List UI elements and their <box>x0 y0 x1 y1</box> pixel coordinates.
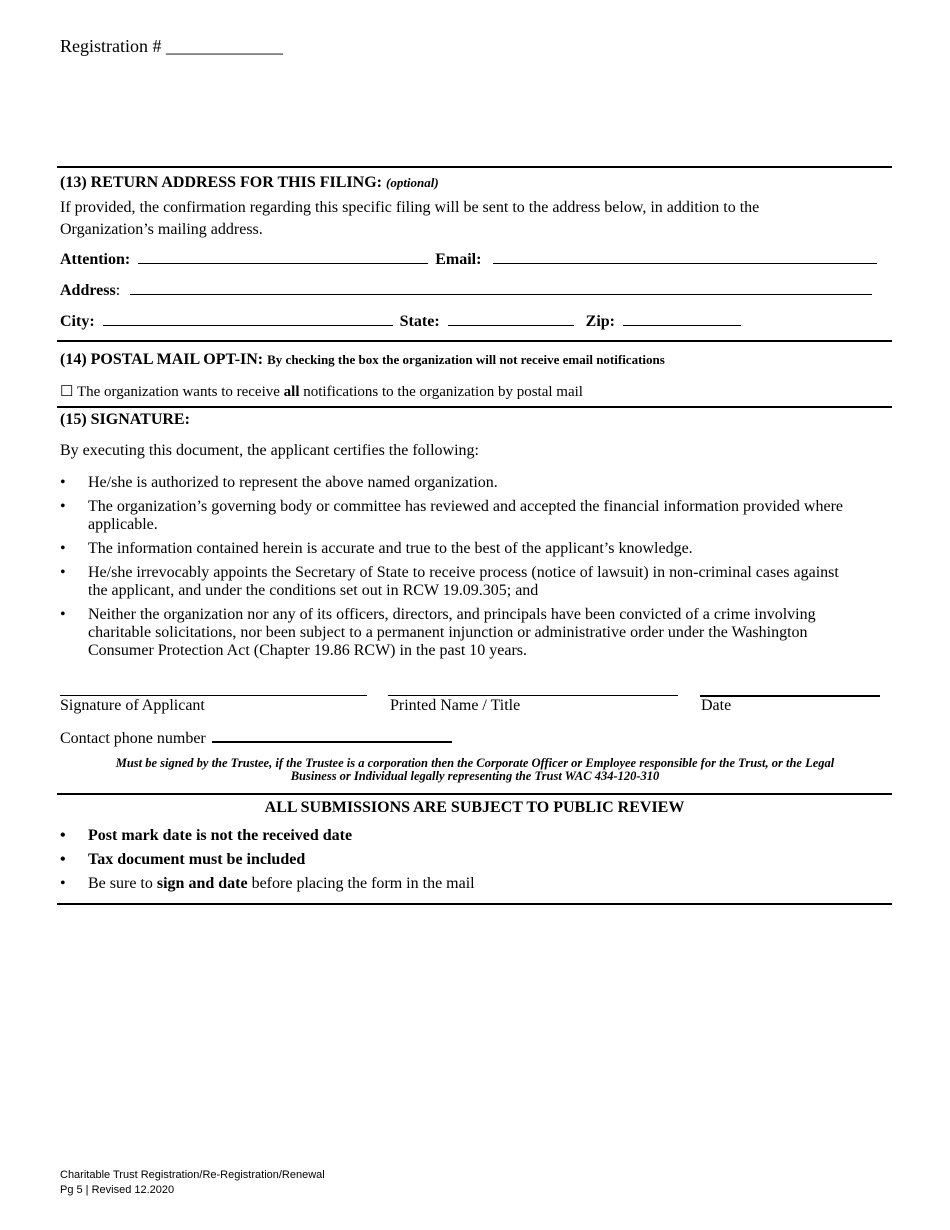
printed-name-field[interactable] <box>388 695 678 696</box>
registration-blank: _____________ <box>166 36 283 56</box>
list-item <box>60 606 860 660</box>
contact-phone-field[interactable] <box>212 727 452 743</box>
bullet-icon: • <box>60 474 66 491</box>
bullet-icon: • <box>60 606 66 623</box>
address-row <box>60 280 872 300</box>
attention-email-row <box>60 249 877 269</box>
city-field[interactable] <box>103 311 393 326</box>
email-field[interactable] <box>493 249 877 264</box>
section-13-title <box>60 174 439 192</box>
option-text-pre: The organization wants to receive <box>76 384 280 400</box>
signing-note <box>60 757 890 783</box>
list-item-text: He/she irrevocably appoints the Secretary of State to receive process (notice of lawsuit) in non-criminal cases against the applicant, and under the conditions set out in RCW 19.09.305; and <box>88 564 839 599</box>
section-13-heading: (13) RETURN ADDRESS FOR THIS FILING: <box>60 174 382 191</box>
list-item <box>60 564 860 600</box>
list-item-text-bold: sign and date <box>156 875 248 892</box>
zip-label: Zip: <box>585 313 615 330</box>
list-item <box>60 851 860 869</box>
section-14-subtitle: By checking the box the organization will not receive email notifications <box>267 352 665 367</box>
list-item <box>60 540 860 558</box>
option-text-bold: all <box>283 384 300 400</box>
list-item <box>60 827 860 845</box>
section-divider <box>57 406 892 408</box>
list-item <box>60 474 860 492</box>
attention-label: Attention: <box>60 251 131 268</box>
footer-form-title: Charitable Trust Registration/Re-Registration/Renewal <box>60 1169 325 1181</box>
address-colon: : <box>115 282 121 299</box>
date-label: Date <box>701 697 732 714</box>
list-item-text: The organization’s governing body or committee has reviewed and accepted the financial information provided where applicable. <box>88 498 843 533</box>
email-label: Email: <box>435 251 482 268</box>
bullet-icon: • <box>60 498 66 515</box>
list-item-text: Tax document must be included <box>88 851 306 868</box>
contact-phone-row <box>60 727 452 748</box>
submissions-list <box>60 827 860 899</box>
submissions-title: ALL SUBMISSIONS ARE SUBJECT TO PUBLIC REVIEW <box>264 799 685 816</box>
printed-name-label: Printed Name / Title <box>390 697 521 714</box>
list-item-text: The information contained herein is accurate and true to the best of the applicant’s knowledge. <box>88 540 693 557</box>
state-field[interactable] <box>448 311 574 326</box>
address-label: Address <box>60 282 116 299</box>
list-item <box>60 498 860 534</box>
zip-field[interactable] <box>623 311 741 326</box>
section-divider <box>57 903 892 905</box>
section-divider <box>57 793 892 795</box>
signing-note-line-1: Must be signed by the Trustee, if the Trustee is a corporation then the Corporate Officer or Employee responsible for the Trust, or the Legal <box>115 756 835 770</box>
section-14-heading: (14) POSTAL MAIL OPT-IN: <box>60 351 264 368</box>
signature-label: Signature of Applicant <box>60 697 205 714</box>
city-label: City: <box>60 313 95 330</box>
optional-note: (optional) <box>385 175 439 190</box>
address-field[interactable] <box>130 280 872 295</box>
section-divider <box>57 166 892 168</box>
page-footer <box>60 1168 325 1198</box>
signing-note-line-2: Business or Individual legally representing the Trust WAC 434-120-310 <box>290 769 660 783</box>
list-item-text: before placing the form in the mail <box>251 875 475 892</box>
list-item-text: Neither the organization nor any of its officers, directors, and principals have been convicted of a crime involving charitable solicitations, nor been subject to a permanent injunction or administrative order under the Washington Consumer Protection Act (Chapter 19.86 RCW) in the past 10 years. <box>88 606 816 659</box>
postal-mail-checkbox[interactable]: ☐ <box>60 384 74 400</box>
certify-intro: By executing this document, the applicant certifies the following: <box>60 442 479 459</box>
certification-list <box>60 474 860 666</box>
description-line-1: If provided, the confirmation regarding this specific filing will be sent to the address below, in addition to the <box>60 199 760 216</box>
section-divider <box>57 340 892 342</box>
list-item-text: Post mark date is not the received date <box>88 827 353 844</box>
state-label: State: <box>399 313 440 330</box>
postal-mail-option <box>60 382 583 401</box>
footer-page-revision: Pg 5 | Revised 12.2020 <box>60 1184 175 1196</box>
registration-label: Registration # <box>60 36 162 56</box>
list-item <box>60 875 860 893</box>
section-14-title <box>60 351 665 369</box>
section-15-title: (15) SIGNATURE: <box>60 411 190 428</box>
bullet-icon: • <box>60 851 66 868</box>
section-13-description <box>60 197 759 241</box>
list-item-text: Be sure to <box>88 875 153 892</box>
registration-number <box>60 36 283 57</box>
bullet-icon: • <box>60 827 66 844</box>
attention-field[interactable] <box>138 249 428 264</box>
city-state-zip-row <box>60 311 741 331</box>
bullet-icon: • <box>60 875 66 892</box>
bullet-icon: • <box>60 564 66 581</box>
option-text-post: notifications to the organization by postal mail <box>303 384 583 400</box>
description-line-2: Organization’s mailing address. <box>60 221 263 238</box>
list-item-text: He/she is authorized to represent the above named organization. <box>88 474 498 491</box>
contact-phone-label: Contact phone number <box>60 730 206 747</box>
bullet-icon: • <box>60 540 66 557</box>
signature-field[interactable] <box>60 695 367 696</box>
